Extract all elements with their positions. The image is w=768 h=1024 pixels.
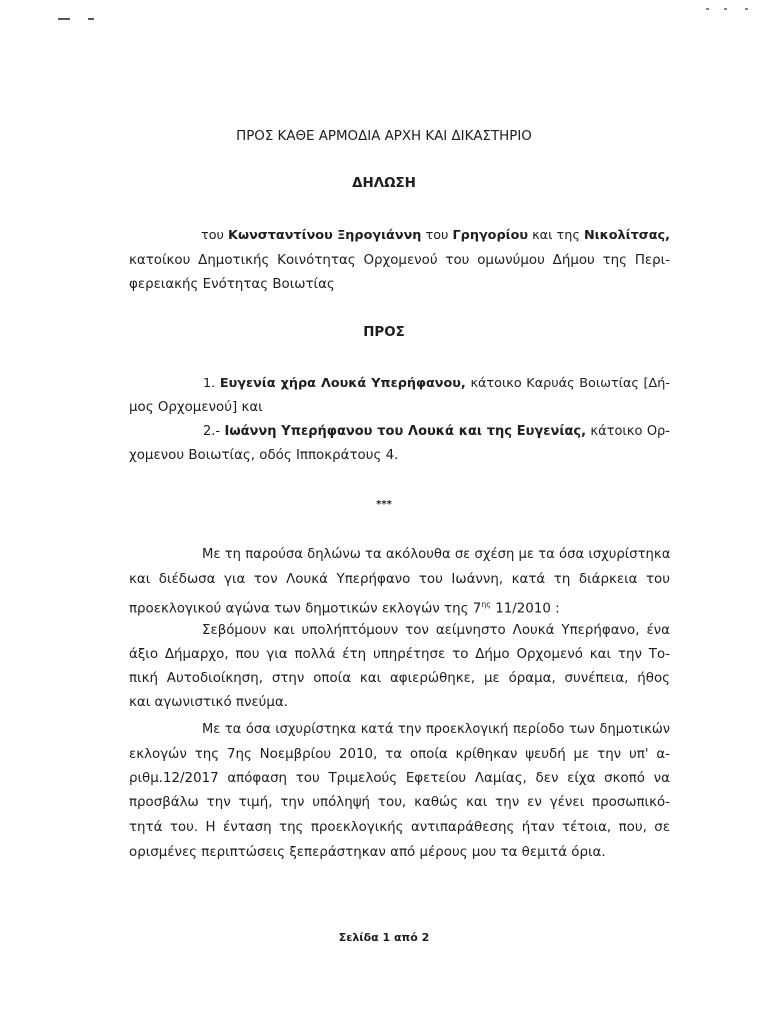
page-footer: Σελίδα 1 από 2 (338, 931, 430, 944)
declarant-line-1: του Κωνσταντίνου Ξηρογιάννη του Γρηγορίου και της Νικολίτσας, (201, 228, 670, 243)
scan-speck (724, 8, 727, 10)
recipient-1-line-2: μος Ορχομενού] και (129, 400, 263, 415)
declarant-father: Γρηγορίου (452, 228, 529, 243)
scan-mark (58, 18, 70, 20)
paragraph-2-line-4: και αγωνιστικό πνεύμα. (129, 695, 289, 710)
paragraph-2-line-2: άξιο Δήμαρχο, που για πολλά έτη υπηρέτησε το Δήμο Ορχομενό και την Το- (129, 647, 670, 662)
paragraph-2-line-3: πική Αυτοδιοίκηση, στην οποία και αφιερώθηκε, με όραμα, συνέπεια, ήθος (129, 671, 670, 686)
declarant-mother: Νικολίτσας, (583, 228, 670, 243)
paragraph-2-line-1: Σεβόμουν και υπολήπτόμουν τον αείμνηστο Λουκά Υπερήφανο, ένα (202, 623, 670, 638)
declarant-line-3: φερειακής Ενότητας Βοιωτίας (129, 277, 335, 292)
paragraph-3-line-6: ορισμένες περιπτώσεις ξεπεράστηκαν από μέρους μου τα θεμιτά όρια. (129, 845, 606, 860)
scan-speck (745, 8, 748, 10)
recipient-1-line-1: 1. Ευγενία χήρα Λουκά Υπερήφανου, κάτοικο Καρυάς Βοιωτίας [Δή- (203, 376, 671, 391)
document-title: ΔΗΛΩΣΗ (352, 176, 416, 191)
paragraph-1-line-1: Με τη παρούσα δηλώνω τα ακόλουθα σε σχέση με τα όσα ισχυρίστηκα (202, 547, 671, 562)
document-heading: ΠΡΟΣ ΚΑΘΕ ΑΡΜΟΔΙΑ ΑΡΧΗ ΚΑΙ ΔΙΚΑΣΤΗΡΙΟ (236, 129, 532, 144)
recipient-1-name: Ευγενία χήρα Λουκά Υπερήφανου, (219, 376, 466, 391)
recipient-2-line-1: 2.- Ιωάννη Υπερήφανου του Λουκά και της Ευγενίας, κάτοικο Ορ- (203, 424, 671, 439)
paragraph-3-line-4: προσβάλω την τιμή, την υπόληψή του, καθώς και την εν γένει προσωπικό- (129, 795, 670, 810)
paragraph-3-line-5: τητά του. Η ένταση της προεκλογικής αντιπαράθεσης ήταν τέτοια, που, σε (129, 820, 670, 835)
paragraph-3-line-2: εκλογών της 7ης Νοεμβρίου 2010, τα οποία κρίθηκαν ψευδή με την υπ' α- (129, 747, 670, 762)
declarant-name: Κωνσταντίνου Ξηρογιάννη (228, 228, 422, 243)
paragraph-1-line-3: προεκλογικού αγώνα των δημοτικών εκλογών της $7^{\eta\varsigma}$ 11/2010 : (129, 600, 560, 617)
declarant-line-2: κατοίκου Δημοτικής Κοινότητας Ορχομενού του ομωνύμου Δήμου της Περι- (129, 253, 670, 268)
paragraph-3-line-1: Με τα όσα ισχυρίστηκα κατά την προεκλογική περίοδο των δημοτικών (202, 722, 670, 737)
scan-speck (706, 8, 709, 10)
recipient-2-line-2: χομενου Βοιωτίας, οδός Ιπποκράτους 4. (129, 448, 399, 463)
separator: *** (376, 499, 392, 510)
ordinal-suffix: ης (481, 600, 491, 609)
recipient-2-name: Ιωάννη Υπερήφανου του Λουκά και της Ευγενίας, (224, 424, 587, 439)
to-label: ΠΡΟΣ (363, 325, 405, 340)
paragraph-1-line-2: και διέδωσα για τον Λουκά Υπερήφανο του Ιωάννη, κατά τη διάρκεια του (129, 572, 670, 587)
scan-mark (88, 18, 94, 20)
paragraph-3-line-3: ριθμ.12/2017 απόφαση του Τριμελούς Εφετείου Λαμίας, δεν είχα σκοπό να (129, 771, 670, 786)
